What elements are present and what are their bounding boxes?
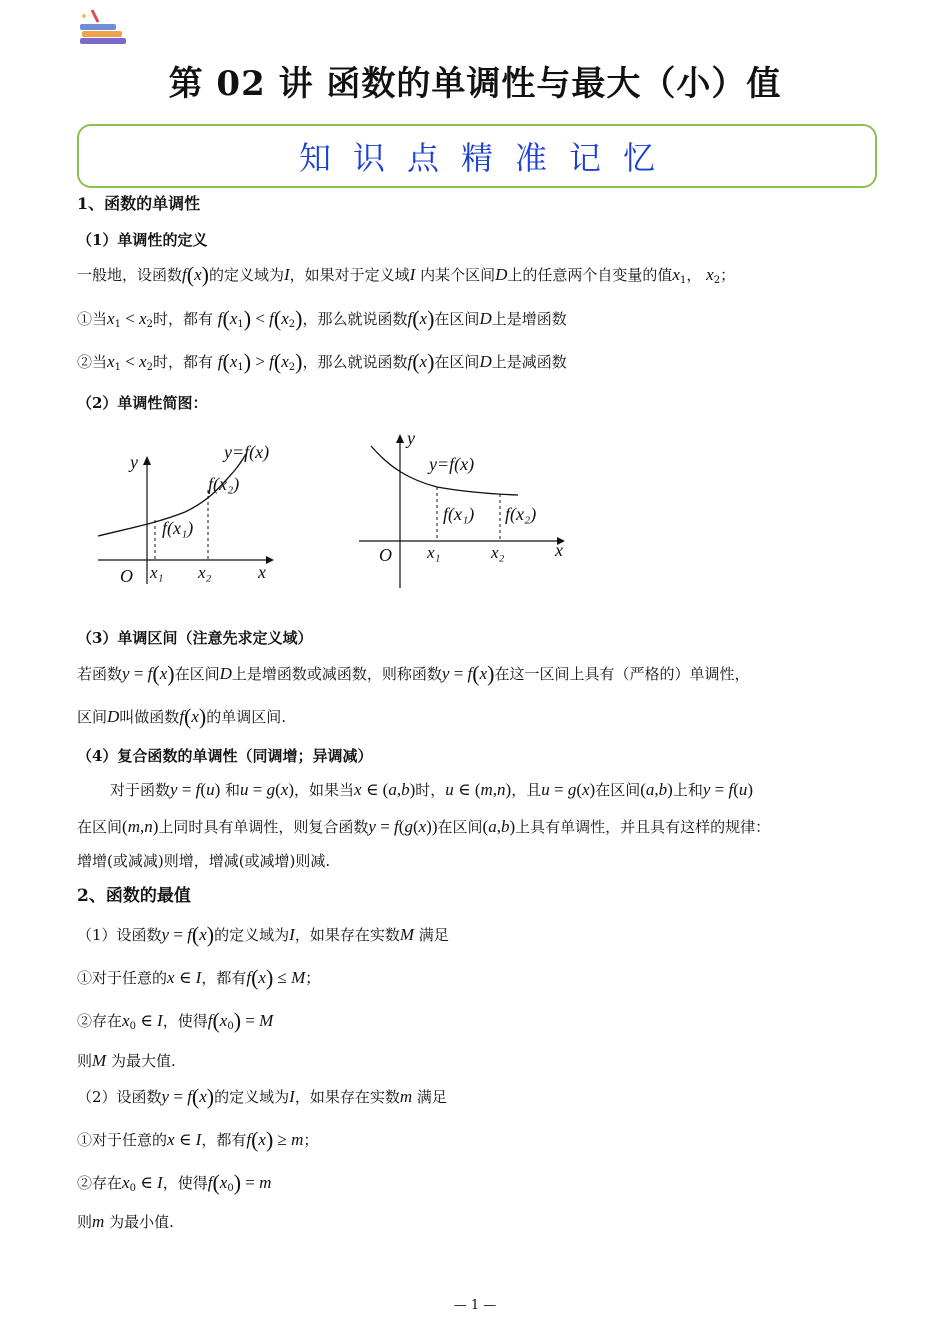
composite-line-2: 在区间(m,n)上同时具有单调性，则复合函数y = f(g(x))在区间(a,b)上具有单调性，并且具有这样的规律： [77, 817, 771, 836]
x-axis-label: x [258, 562, 266, 582]
subsection-2-heading: （2）单调性简图： [77, 394, 208, 412]
subsection-1-heading: （1）单调性的定义 [77, 231, 208, 249]
x2-label: x₂ [491, 543, 505, 562]
x-axis-label: x [555, 540, 563, 560]
curve-label: y=f(x) [429, 454, 475, 474]
composite-line-3: 增增(或减减)则增，增减(或减增)则减. [77, 852, 331, 870]
min-definition-line: （2）设函数y = f(x)的定义域为I，如果存在实数m 满足 [77, 1084, 447, 1109]
subsection-4-heading: （4）复合函数的单调性（同调增；异调减） [77, 747, 373, 765]
y-axis-label: y [407, 428, 415, 448]
x1-label: x₁ [427, 543, 441, 562]
page-number: — 1 — [453, 1298, 497, 1313]
x2-label: x₂ [198, 563, 212, 582]
section-2-heading: 2、函数的最值 [77, 886, 191, 906]
origin-label: O [120, 566, 133, 586]
section-banner [77, 124, 877, 188]
subsection-3-heading: （3）单调区间（注意先求定义域） [77, 629, 313, 647]
x1-label: x₁ [150, 563, 164, 582]
origin-label: O [379, 545, 392, 565]
min-conclusion: 则m 为最小值. [77, 1212, 174, 1231]
curve-label: y=f(x) [224, 442, 270, 462]
page-title: 第 02 讲 函数的单调性与最大（小）值 [168, 64, 782, 104]
max-definition-line: （1）设函数y = f(x)的定义域为I，如果存在实数M 满足 [77, 922, 449, 947]
y-axis-label: y [130, 452, 138, 472]
min-condition-2: ②存在$x_0$ ∈ I，使得$f(x_0) = m$ [77, 1170, 272, 1195]
decreasing-function-graph [355, 428, 575, 593]
banner-text: 知识点精准记忆 [298, 139, 677, 177]
fx1-label: f(x₁) [162, 518, 194, 538]
increasing-function-graph [90, 432, 290, 592]
interval-line-2: 区间D叫做函数f(x)的单调区间. [77, 704, 287, 729]
max-conclusion: 则M 为最大值. [77, 1051, 176, 1070]
interval-line-1: 若函数y = f(x)在区间D上是增函数或减函数，则称函数y = f(x)在这一区间上具有（严格的）单调性， [77, 661, 750, 686]
definition-line: 一般地，设函数f(x)的定义域为I，如果对于定义域I 内某个区间D上的任意两个自变量的值$x_1$， $x_2$； [77, 262, 736, 287]
fx2-label: f(x₂) [505, 504, 537, 524]
increasing-line: ①当$x_1 < x_2$时，都有 $f(x_1) < f(x_2)$，那么就说函数f(x)在区间D上是增函数 [77, 306, 567, 331]
books-logo-icon [78, 8, 130, 50]
fx1-label: f(x₁) [443, 504, 475, 524]
composite-line-1: 对于函数y = f(u) 和u = g(x)，如果当x ∈ (a,b)时，u ∈ (m,n)，且u = g(x)在区间(a,b)上和y = f(u) [110, 780, 754, 799]
max-condition-2: ②存在$x_0$ ∈ I，使得$f(x_0) = M$ [77, 1008, 274, 1033]
decreasing-line: ②当$x_1 < x_2$时，都有 $f(x_1) > f(x_2)$，那么就说函数f(x)在区间D上是减函数 [77, 349, 567, 374]
fx2-label: f(x₂) [208, 474, 240, 494]
min-condition-1: ①对于任意的x ∈ I，都有f(x) ≥ m； [77, 1127, 319, 1152]
max-condition-1: ①对于任意的x ∈ I，都有f(x) ≤ M； [77, 965, 321, 990]
section-1-heading: 1、函数的单调性 [77, 194, 201, 213]
